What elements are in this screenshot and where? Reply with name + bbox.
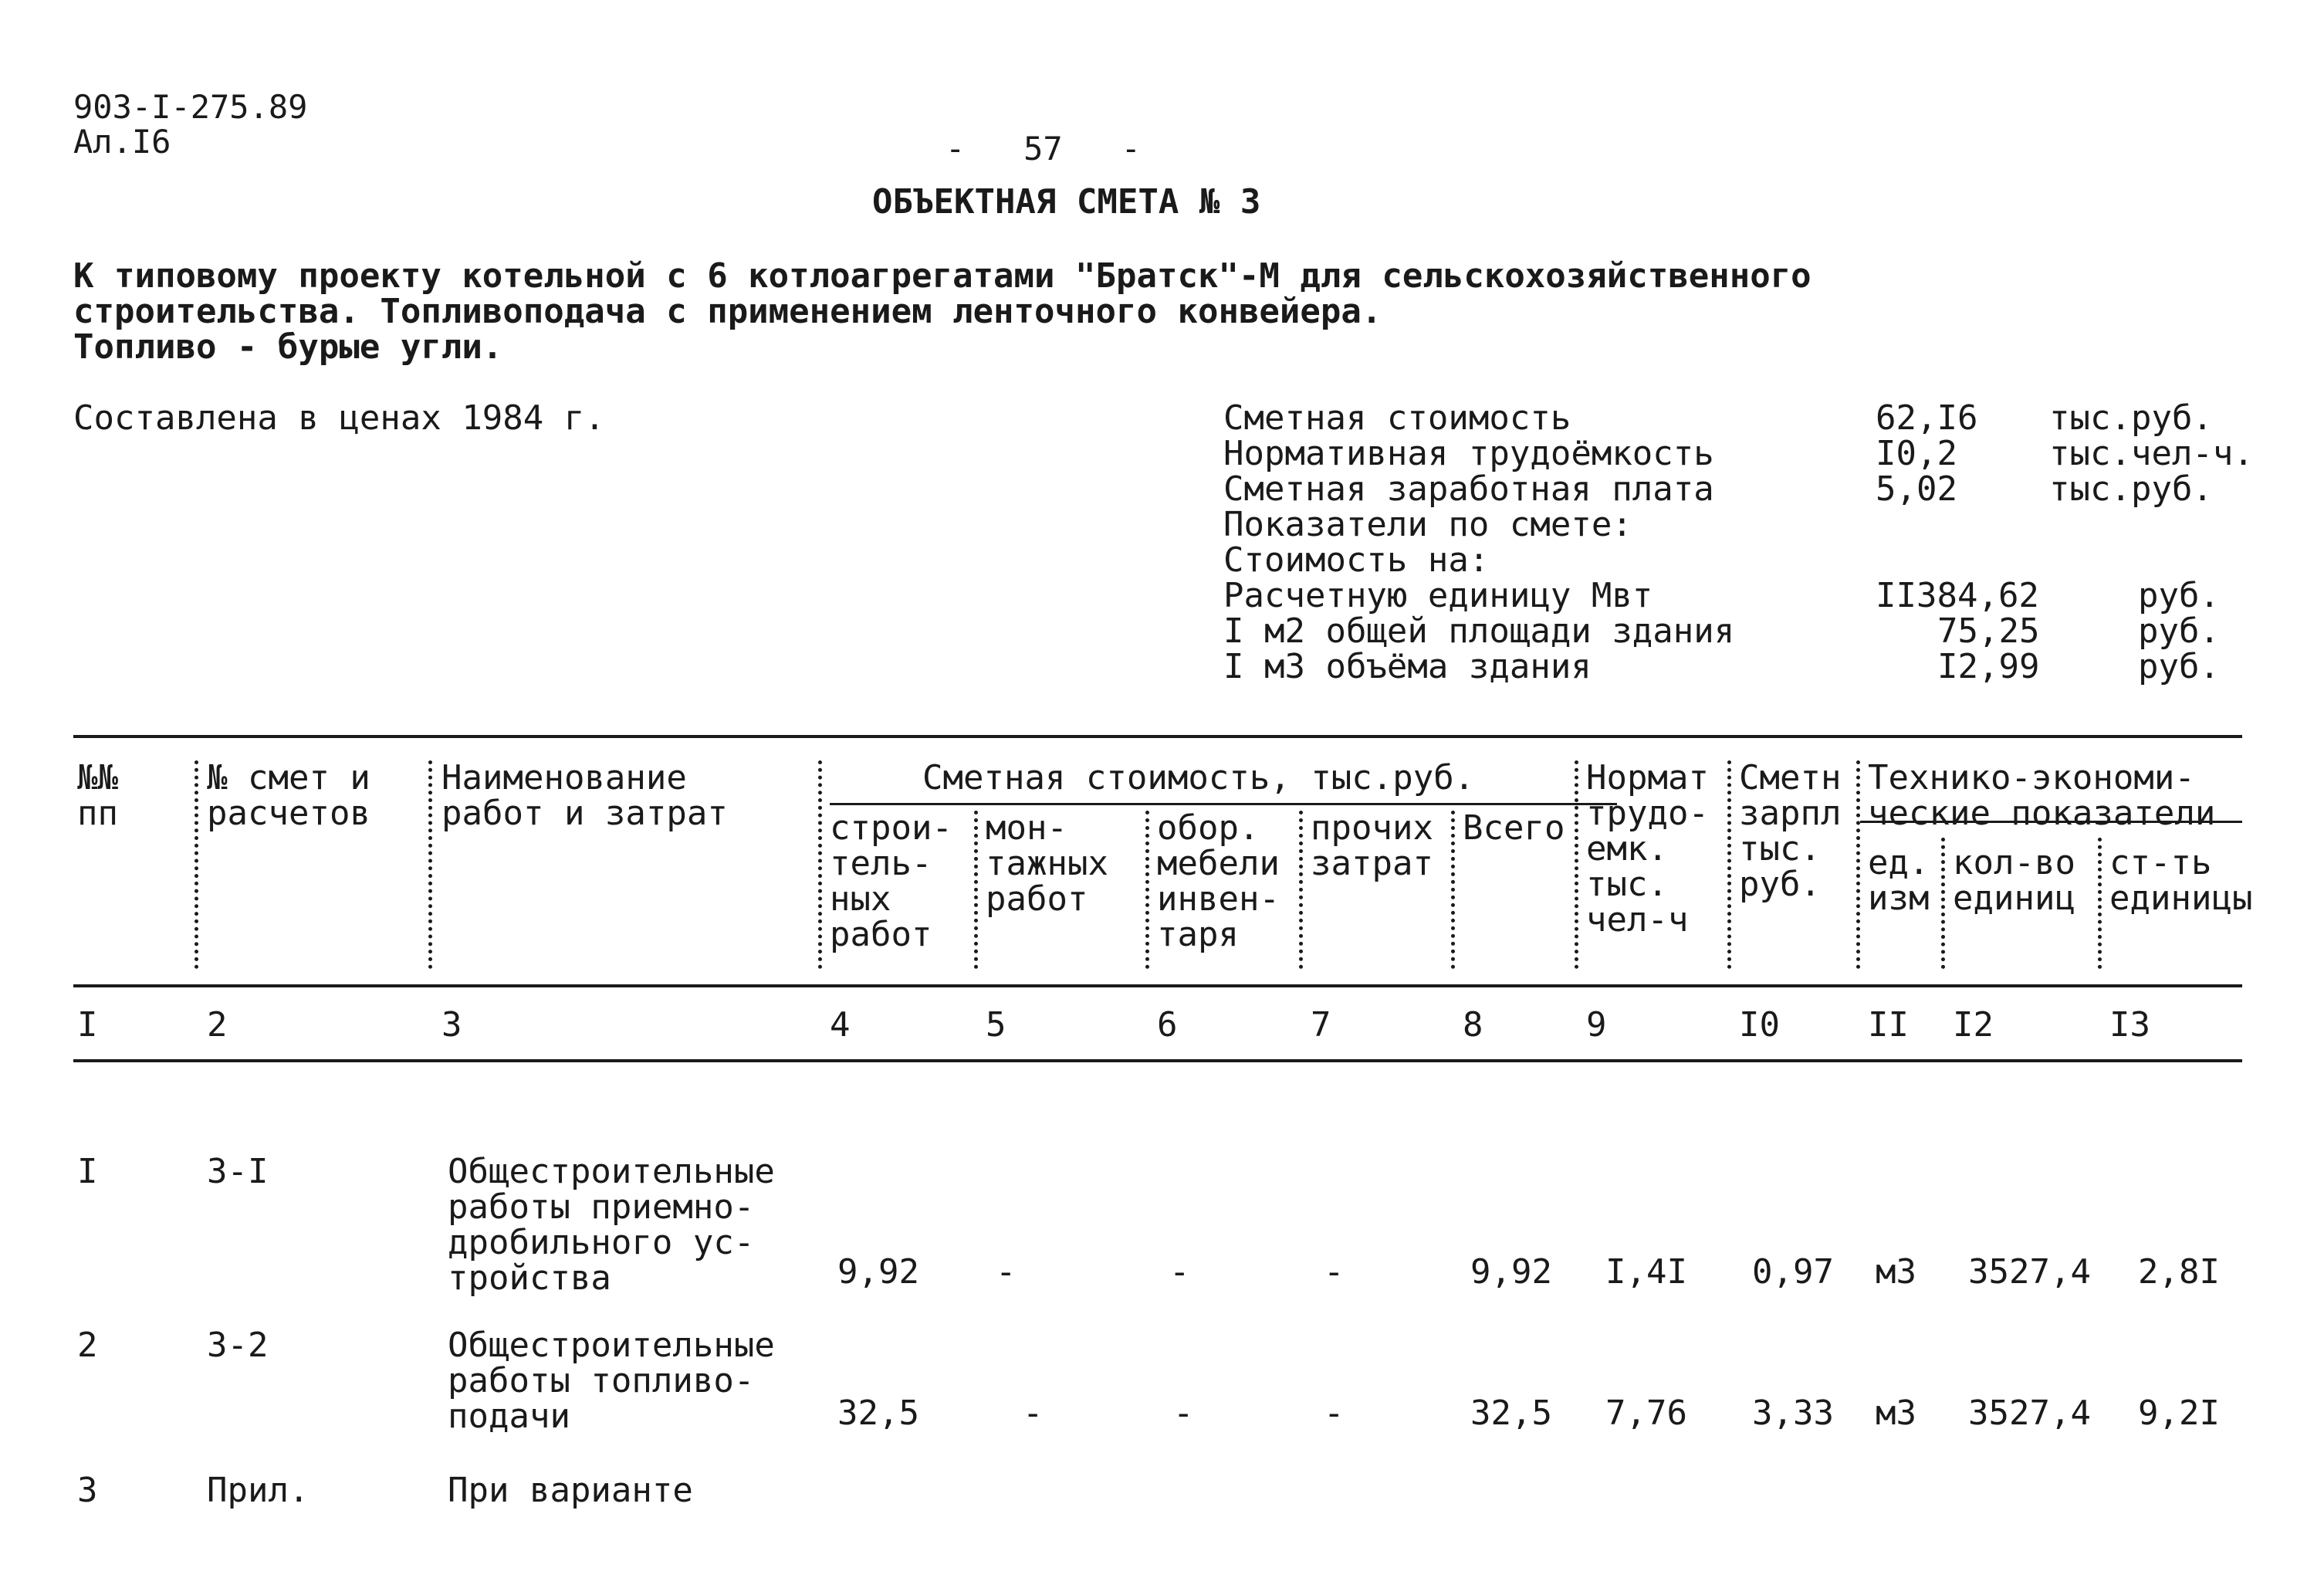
summary-unit: тыс.руб. bbox=[2049, 398, 2213, 438]
row-work-name: Общестроительные работы топливо- подачи bbox=[448, 1326, 775, 1436]
row-quantity: 3527,4 bbox=[1968, 1394, 2091, 1433]
column-numbers-rule bbox=[73, 1059, 2242, 1062]
prices-note: Составлена в ценах 1984 г. bbox=[73, 398, 605, 438]
header-total: Всего bbox=[1463, 808, 1565, 848]
summary-label: I м2 общей площади здания bbox=[1223, 611, 1735, 651]
column-number: I2 bbox=[1953, 1005, 1994, 1045]
summary-label: Расчетную единицу Мвт bbox=[1223, 576, 1653, 615]
row-estimate-ref: 3-2 bbox=[207, 1326, 269, 1365]
header-row-number: №№ пп bbox=[77, 758, 118, 833]
summary-label: Сметная стоимость bbox=[1223, 398, 1571, 438]
row-estimate-ref: 3-I bbox=[207, 1152, 269, 1191]
summary-unit: руб. bbox=[2138, 647, 2220, 686]
row-number: 2 bbox=[77, 1326, 98, 1365]
header-equipment: обор. мебели инвен- таря bbox=[1157, 808, 1280, 954]
summary-label: Сметная заработная плата bbox=[1223, 469, 1714, 509]
row-construction: 32,5 bbox=[837, 1394, 919, 1433]
row-salary: 3,33 bbox=[1752, 1394, 1834, 1433]
header-salary: Сметн зарпл тыс. руб. bbox=[1739, 758, 1842, 904]
row-equipment: - bbox=[1173, 1394, 1194, 1433]
summary-unit: руб. bbox=[2138, 576, 2220, 615]
sheet-number: Ал.I6 bbox=[73, 123, 171, 161]
row-salary: 0,97 bbox=[1752, 1252, 1834, 1292]
row-number: I bbox=[77, 1152, 98, 1191]
document-title: ОБЪЕКТНАЯ СМЕТА № 3 bbox=[872, 182, 1261, 222]
row-unit: м3 bbox=[1876, 1252, 1916, 1292]
column-separator bbox=[1856, 760, 1860, 969]
summary-value: I0,2 bbox=[1876, 434, 1957, 473]
header-other: прочих затрат bbox=[1311, 808, 1433, 883]
header-tech-group: Технико-экономи- ческие показатели bbox=[1868, 758, 2216, 833]
summary-unit: тыс.руб. bbox=[2049, 469, 2213, 509]
row-work-name: При варианте bbox=[448, 1471, 693, 1510]
column-separator bbox=[1941, 838, 1945, 969]
row-installation: - bbox=[996, 1252, 1017, 1292]
intro-line-1: К типовому проекту котельной с 6 котлоагрегатами "Братск"-М для сельскохозяйственного bbox=[73, 256, 1812, 296]
row-other: - bbox=[1324, 1252, 1345, 1292]
header-cost-group: Сметная стоимость, тыс.руб. bbox=[922, 758, 1475, 798]
table-top-rule bbox=[73, 735, 2242, 738]
column-number: 7 bbox=[1311, 1005, 1331, 1045]
row-unit-cost: 9,2I bbox=[2138, 1394, 2220, 1433]
column-separator bbox=[1727, 760, 1731, 969]
row-number: 3 bbox=[77, 1471, 98, 1510]
header-unit-cost: ст-ть единицы bbox=[2109, 843, 2253, 918]
column-separator bbox=[1145, 811, 1149, 969]
summary-value: 75,25 bbox=[1937, 611, 2040, 651]
summary-value: 5,02 bbox=[1876, 469, 1957, 509]
row-construction: 9,92 bbox=[837, 1252, 919, 1292]
column-separator bbox=[428, 760, 432, 969]
column-number: 9 bbox=[1586, 1005, 1607, 1045]
column-separator bbox=[2098, 838, 2102, 969]
summary-value: 62,I6 bbox=[1876, 398, 1978, 438]
summary-label: Показатели по смете: bbox=[1223, 505, 1632, 544]
column-separator bbox=[1451, 811, 1455, 969]
document-code: 903-I-275.89 bbox=[73, 88, 308, 126]
summary-unit: тыс.чел-ч. bbox=[2049, 434, 2254, 473]
intro-line-2: строительства. Топливоподача с применением ленточного конвейера. bbox=[73, 292, 1382, 331]
row-other: - bbox=[1324, 1394, 1345, 1433]
header-bottom-rule bbox=[73, 984, 2242, 987]
row-estimate-ref: Прил. bbox=[207, 1471, 310, 1510]
column-number: I bbox=[77, 1005, 98, 1045]
page-number: - 57 - bbox=[945, 130, 1141, 168]
header-construction: строи- тель- ных работ bbox=[830, 808, 952, 954]
row-work-name: Общестроительные работы приемно- дробильного ус- тройства bbox=[448, 1152, 775, 1298]
row-equipment: - bbox=[1169, 1252, 1190, 1292]
column-separator bbox=[818, 760, 822, 969]
column-separator bbox=[1299, 811, 1303, 969]
row-installation: - bbox=[1023, 1394, 1044, 1433]
row-unit-cost: 2,8I bbox=[2138, 1252, 2220, 1292]
header-unit: ед. изм bbox=[1868, 843, 1930, 918]
column-number: I3 bbox=[2109, 1005, 2150, 1045]
column-number: II bbox=[1868, 1005, 1909, 1045]
column-number: 5 bbox=[986, 1005, 1006, 1045]
row-total: 32,5 bbox=[1470, 1394, 1552, 1433]
column-number: 8 bbox=[1463, 1005, 1483, 1045]
summary-value: II384,62 bbox=[1876, 576, 2039, 615]
header-estimate-ref: № смет и расчетов bbox=[207, 758, 370, 833]
column-separator bbox=[974, 811, 978, 969]
column-number: 3 bbox=[441, 1005, 462, 1045]
summary-value: I2,99 bbox=[1937, 647, 2040, 686]
column-number: 2 bbox=[207, 1005, 228, 1045]
row-quantity: 3527,4 bbox=[1968, 1252, 2091, 1292]
column-number: 4 bbox=[830, 1005, 851, 1045]
summary-label: Нормативная трудоёмкость bbox=[1223, 434, 1714, 473]
cost-group-rule bbox=[830, 803, 1617, 805]
header-labor: Нормат трудо- емк. тыс. чел-ч bbox=[1586, 758, 1709, 940]
header-installation: мон- тажных работ bbox=[986, 808, 1108, 919]
row-labor: I,4I bbox=[1605, 1252, 1687, 1292]
row-labor: 7,76 bbox=[1605, 1394, 1687, 1433]
header-quantity: кол-во единиц bbox=[1953, 843, 2075, 918]
intro-line-3: Топливо - бурые угли. bbox=[73, 327, 503, 367]
header-work-name: Наименование работ и затрат bbox=[441, 758, 728, 833]
column-separator bbox=[195, 760, 198, 969]
column-number: I0 bbox=[1739, 1005, 1780, 1045]
row-unit: м3 bbox=[1876, 1394, 1916, 1433]
column-number: 6 bbox=[1157, 1005, 1178, 1045]
summary-unit: руб. bbox=[2138, 611, 2220, 651]
column-separator bbox=[1575, 760, 1578, 969]
summary-label: Стоимость на: bbox=[1223, 540, 1490, 580]
row-total: 9,92 bbox=[1470, 1252, 1552, 1292]
summary-label: I м3 объёма здания bbox=[1223, 647, 1592, 686]
